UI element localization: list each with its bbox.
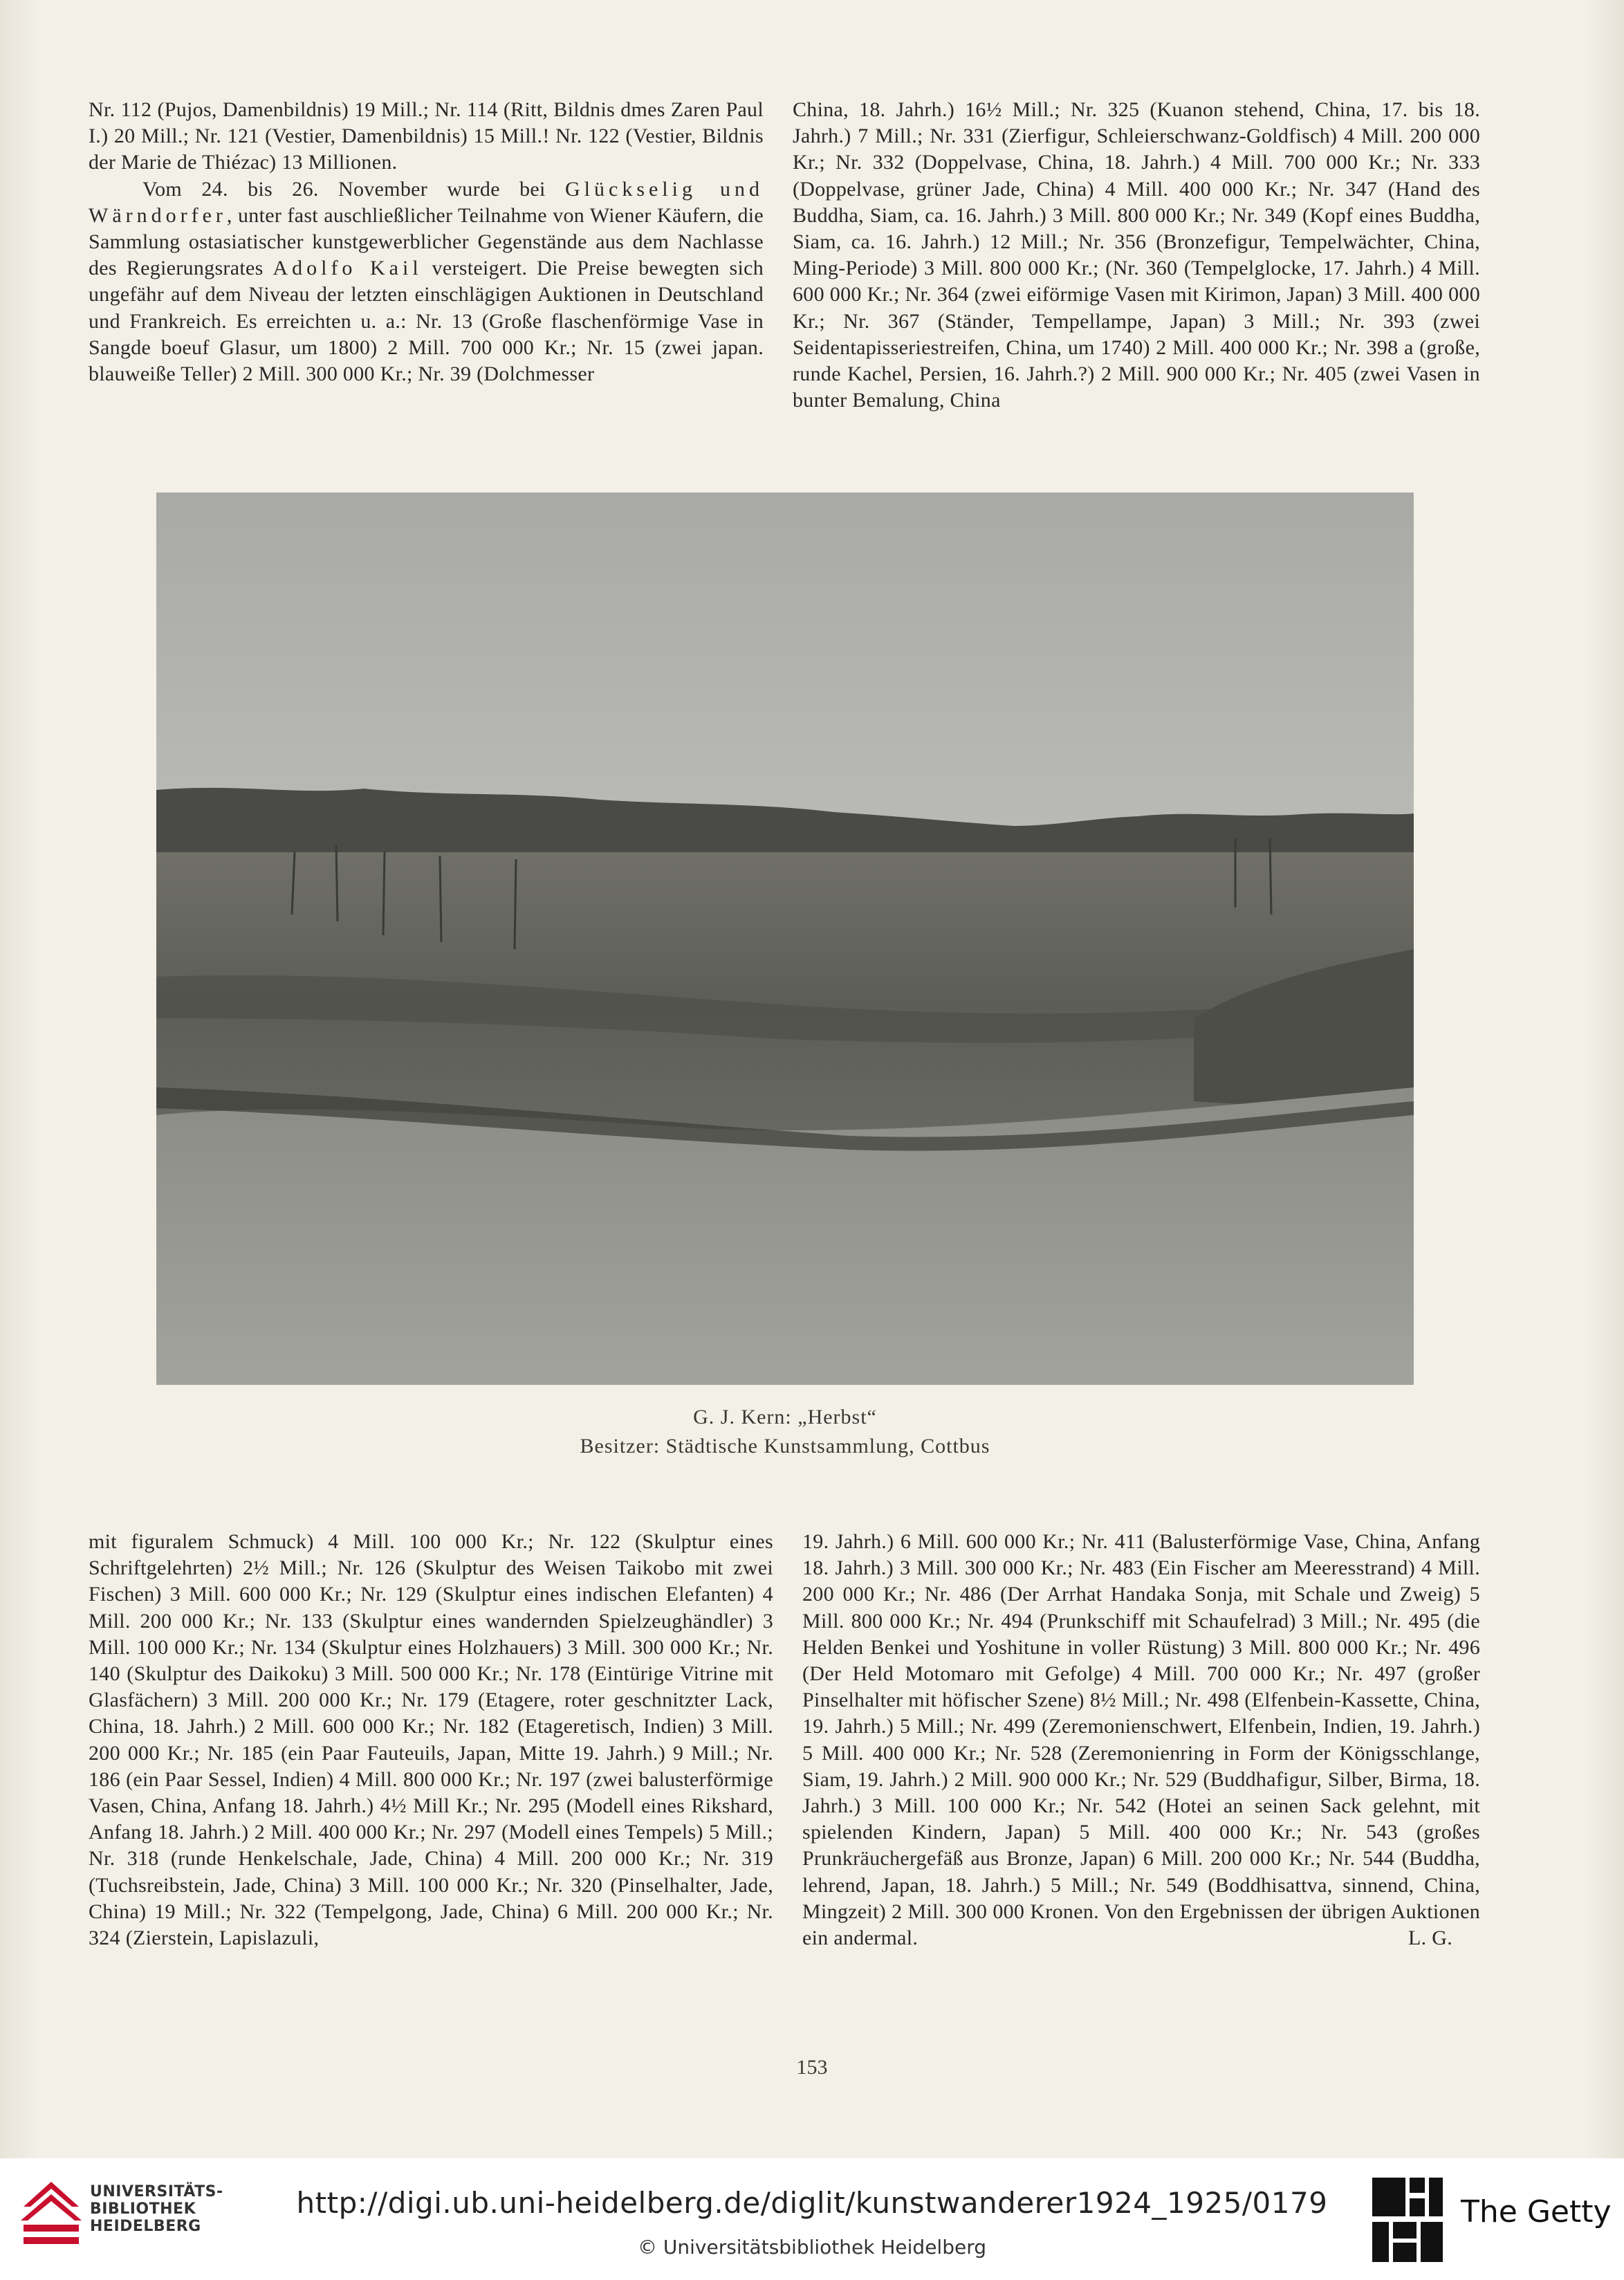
text-column-top-right <box>793 97 1480 414</box>
text-run: 19. Jahrh.) 6 Mill. 600 000 Kr.; Nr. 411 (Balusterförmige Vase, China, Anfang 18. Jahrh.) 3 Mill. 300 000 Kr.; Nr. 483 (Ein Fischer am Meeresstrand) 4 Mill. 200 000 Kr.; Nr. 486 (Der Arrhat Handaka Sonja, mit Schale und Zweig) 5 Mill. 800 000 Kr.; Nr. 494 (Prunkschiff mit Schaufelrad) 3 Mill.; Nr. 495 (die Helden Benkei und Yoshitune in voller Rüstung) 3 Mill. 800 000 Kr.; Nr. 496 (Der Held Motomaro mit Gefolge) 4 Mill. 700 000 Kr.; Nr. 497 (großer Pinselhalter mit höfischer Szene) 8½ Mill.; Nr. 498 (Elfenbein-Kassette, China, 19. Jahrh.) 5 Mill.; Nr. 499 (Zeremonienschwert, Elfenbein, Indien, 19. Jahrh.) 5 Mill. 400 000 Kr.; Nr. 528 (Zeremonienring in Form der Königsschlange, Siam, 19. Jahrh.) 2 Mill. 900 000 Kr.; Nr. 529 (Buddhafigur, Silber, Birma, 18. Jahrh.) 3 Mill. 100 000 Kr.; Nr. 542 (Hotei an seinen Sack gelehnt, mit spielenden Kindern, Japan) 5 Mill. 400 000 Kr.; Nr. 543 (großes Prunkräuchergefäß aus Bronze, Japan) 6 Mill. 200 000 Kr.; Nr. 544 (Buddha, lehrend, Japan, 18. Jahrh.) 5 Mill.; Nr. 549 (Boddhisattva, sinnend, China, Mingzeit) 2 Mill. 300 000 Kronen. Von den Ergebnissen der übrigen Auktionen ein andermal. <box>802 1530 1480 1950</box>
getty-logo-icon <box>1369 2175 1446 2265</box>
text-run: Vom 24. bis 26. November wurde bei <box>142 177 565 201</box>
text-run: , unter fast auschließlicher Teilnahme von Wiener Käufern, die Sammlung ostasiatischer kunstgewerblicher Gegenstände aus dem Nachlasse des Regierungsrates <box>89 203 764 280</box>
auction-house-name: Glückselig und Wärndorfer <box>89 177 764 227</box>
library-name-line: UNIVERSITÄTS- <box>90 2183 223 2200</box>
paragraph <box>802 1529 1480 1951</box>
library-name-line: HEIDELBERG <box>90 2218 201 2235</box>
digitization-footer <box>0 2158 1624 2280</box>
text-column-top-left <box>89 97 764 387</box>
painting-reproduction <box>156 493 1414 1385</box>
page-number: 153 <box>796 2056 828 2079</box>
paragraph: Nr. 112 (Pujos, Damenbildnis) 19 Mill.; Nr. 114 (Ritt, Bildnis dmes Zaren Paul I.) 20 Mill.; Nr. 121 (Vestier, Damenbildnis) 15 Mill.! Nr. 122 (Vestier, Bildnis der Marie de Thiézac) 13 Millionen. <box>89 98 764 174</box>
text-column-bottom-right <box>802 1529 1480 1951</box>
author-signature: L. G. <box>1408 1927 1452 1950</box>
permalink-url[interactable]: http://digi.ub.uni-heidelberg.de/diglit/kunstwanderer1924_1925/0179 <box>296 2186 1328 2220</box>
copyright-notice: © Universitätsbibliothek Heidelberg <box>637 2236 986 2259</box>
paragraph: China, 18. Jahrh.) 16½ Mill.; Nr. 325 (Kuanon stehend, China, 17. bis 18. Jahrh.) 7 Mill.; Nr. 331 (Zierfigur, Schleierschwanz-Goldfisch) 4 Mill. 200 000 Kr.; Nr. 332 (Doppelvase, China, 18. Jahrh.) 4 Mill. 700 000 Kr.; Nr. 333 (Doppelvase, grüner Jade, China) 4 Mill. 400 000 Kr.; Nr. 347 (Hand des Buddha, Siam, ca. 16. Jahrh.) 3 Mill. 800 000 Kr.; Nr. 349 (Kopf eines Buddha, Siam, ca. 16. Jahrh.) 12 Mill.; Nr. 356 (Bronzefigur, Tempelwächter, China, Ming-Periode) 3 Mill. 800 000 Kr.; (Nr. 360 (Tempelglocke, 17. Jahrh.) 4 Mill. 600 000 Kr.; Nr. 364 (zwei eiförmige Vasen mit Kirimon, Japan) 3 Mill. 400 000 Kr.; Nr. 367 (Ständer, Tempellampe, Japan) 3 Mill.; Nr. 393 (zwei Seidentapisseriestreifen, China, um 1740) 2 Mill. 400 000 Kr.; Nr. 398 a (große, runde Kachel, Persien, 16. Jahrh.?) 2 Mill. 900 000 Kr.; Nr. 405 (zwei Vasen in bunter Bemalung, China <box>793 98 1480 412</box>
figure-caption-title: G. J. Kern: „Herbst“ <box>693 1406 877 1428</box>
paragraph: mit figuralem Schmuck) 4 Mill. 100 000 Kr.; Nr. 122 (Skulptur eines Schriftgelehrten) 2½ Mill.; Nr. 126 (Skulptur des Weisen Taikobo mit zwei Fischen) 3 Mill. 600 000 Kr.; Nr. 129 (Skulptur eines indischen Elefanten) 4 Mill. 200 000 Kr.; Nr. 133 (Skulptur eines wandernden Spielzeughändler) 3 Mill. 100 000 Kr.; Nr. 134 (Skulptur eines Holzhauers) 3 Mill. 300 000 Kr.; Nr. 140 (Skulptur des Daikoku) 3 Mill. 500 000 Kr.; Nr. 178 (Eintürige Vitrine mit Glasfächern) 3 Mill. 200 000 Kr.; Nr. 179 (Etagere, roter geschnitzter Lack, China, 18. Jahrh.) 2 Mill. 600 000 Kr.; Nr. 182 (Etageretisch, Indien) 3 Mill. 200 000 Kr.; Nr. 185 (ein Paar Fauteuils, Japan, Mitte 19. Jahrh.) 9 Mill.; Nr. 186 (ein Paar Sessel, Indien) 4 Mill. 800 000 Kr.; Nr. 197 (zwei balusterförmige Vasen, China, Anfang 18. Jahrh.) 4½ Mill Kr.; Nr. 295 (Modell eines Rikshard, Anfang 18. Jahrh.) 2 Mill. 400 000 Kr.; Nr. 297 (Modell eines Tempels) 5 Mill.; Nr. 318 (runde Henkelschale, Jade, China) 4 Mill. 200 000 Kr.; Nr. 319 (Tuchsreibstein, Jade, China) 3 Mill. 100 000 Kr.; Nr. 320 (Pinselhalter, Jade, China) 19 Mill.; Nr. 322 (Tempelgong, Jade, China) 6 Mill. 200 000 Kr.; Nr. 324 (Zierstein, Lapislazuli, <box>89 1530 773 1950</box>
text-column-bottom-left <box>89 1529 773 1951</box>
getty-wordmark: The Getty <box>1461 2194 1612 2230</box>
library-name-line: BIBLIOTHEK <box>90 2200 196 2218</box>
landscape-image <box>156 493 1414 1385</box>
text-run: versteigert. Die Preise bewegten sich ungefähr auf dem Niveau der letzten einschlägigen Auktionen in Deutschland und Frankreich. Es erreichten u. a.: Nr. 13 (Große flaschenförmige Vase in Sangde boeuf Glasur, um 1800) 2 Mill. 700 000 Kr.; Nr. 15 (zwei japan. blauweiße Teller) 2 Mill. 300 000 Kr.; Nr. 39 (Dolchmesser <box>89 257 764 386</box>
paragraph <box>89 176 764 388</box>
figure-caption-owner: Besitzer: Städtische Kunstsammlung, Cottbus <box>580 1435 990 1458</box>
collector-name: Adolfo Kail <box>273 257 423 280</box>
